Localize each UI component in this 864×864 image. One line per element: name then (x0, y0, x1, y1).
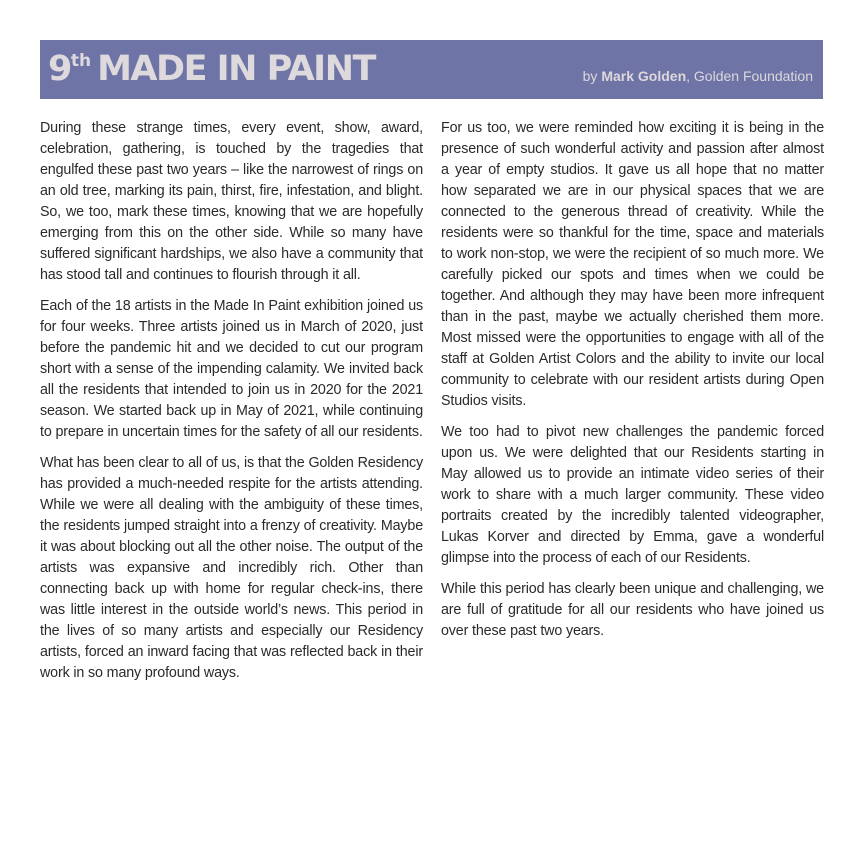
right-column (441, 118, 824, 652)
title-text: MADE IN PAINT (97, 49, 375, 89)
title-banner (40, 40, 823, 99)
title-ordinal-suffix: th (70, 51, 92, 71)
byline-prefix: by (582, 68, 602, 84)
byline-author: Mark Golden (601, 68, 687, 84)
title-number: 9 (48, 49, 71, 89)
left-column (40, 118, 423, 694)
page-title (48, 46, 375, 98)
paragraph: While this period has clearly been unique and challenging, we are full of gratitude for all our residents who have joined us over these past two years. (441, 581, 824, 639)
paragraph: Each of the 18 artists in the Made In Paint exhibition joined us for four weeks. Three artists joined us in March of 2020, just before the pandemic hit and we decided to cut our program short with a sense of the impending calamity. We invited back all the residents that intended to join us in 2020 for the 2021 season. We started back up in May of 2021, while continuing to prepare in uncertain times for the safety of all our residents. (40, 298, 423, 440)
paragraph: We too had to pivot new challenges the pandemic forced upon us. We were delighted that our Residents starting in May allowed us to provide an intimate video series of their work to share with a much larger community. These video portraits created by the incredibly talented videographer, Lukas Korver and directed by Emma, gave a wonderful glimpse into the process of each of our Residents. (441, 424, 824, 566)
paragraph: What has been clear to all of us, is that the Golden Residency has provided a much-needed respite for the artists attending. While we were all dealing with the ambiguity of these times, the residents jumped straight into a frenzy of creativity. Maybe it was about blocking out all the other noise. The output of the artists was expansive and incredibly rich. Other than connecting back up with home for regular check-ins, there was little interest in the outside world’s news. This period in the lives of so many artists and especially our Residency artists, forced an inward facing that was reflected back in their work in so many profound ways. (40, 455, 423, 681)
paragraph: For us too, we were reminded how exciting it is being in the presence of such wonderful activity and passion after almost a year of empty studios. It gave us all hope that no matter how separated we are in our physical spaces that we are connected to the generous thread of creativity. While the residents were so thankful for the time, space and materials to work non-stop, we were the recipient of so much more. We carefully picked our spots and times when we could be together. And although they may have been more infrequent than in the past, maybe we actually cherished them more. Most missed were the opportunities to engage with all of the staff at Golden Artist Colors and the ability to invite our local community to celebrate with our resident artists during Open Studios visits. (441, 120, 824, 409)
paragraph: During these strange times, every event, show, award, celebration, gathering, is touched by the tragedies that engulfed these past two years – like the narrowest of rings on an old tree, marking its pain, thirst, fire, infestation, and blight. So, we too, mark these times, knowing that we are hopefully emerging from this on the other side. While so many have suffered significant hardships, we also have a community that has stood tall and continues to flourish through it all. (40, 120, 423, 283)
byline (583, 68, 813, 84)
byline-organization: , Golden Foundation (686, 68, 813, 84)
